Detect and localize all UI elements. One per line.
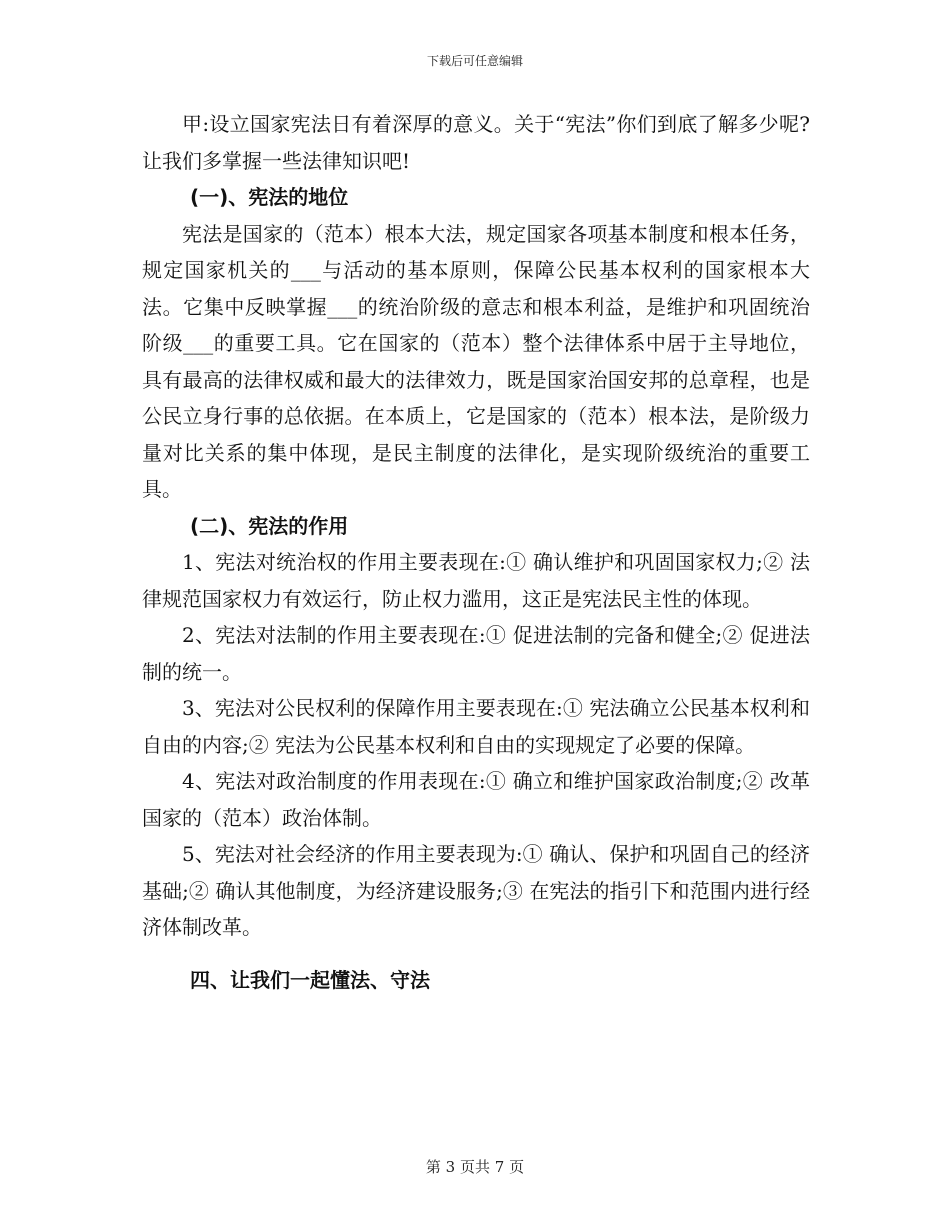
section-heading-role: (二)、宪法的作用 [190, 513, 349, 538]
role-item-2: 2、宪法对法制的作用主要表现在:① 促进法制的完备和健全;② 促进法制的统一。 [142, 623, 810, 684]
status-paragraph: 宪法是国家的（范本）根本大法，规定国家各项基本制度和根本任务，规定国家机关的___与活动的基本原则，保障公民基本权利的国家根本大法。它集中反映掌握___的统治阶级的意志和根本利益，是维护和巩固统治阶级___的重要工具。它在国家的（范本）整个法律体系中居于主导地位，具有最高的法律权威和最大的法律效力，既是国家治国安邦的总章程，也是公民立身行事的总依据。在本质上，它是国家的（范本）根本法，是阶级力量对比关系的集中体现，是民主制度的法律化，是实现阶级统治的重要工具。 [142, 221, 810, 501]
intro-paragraph: 甲:设立国家宪法日有着深厚的意义。关于“宪法”你们到底了解多少呢?让我们多掌握一些法律知识吧! [142, 112, 810, 173]
section-heading-status: (一)、宪法的地位 [190, 185, 349, 209]
role-item-1: 1、宪法对统治权的作用主要表现在:① 确认维护和巩固国家权力;② 法律规范国家权力有效运行，防止权力滥用，这正是宪法民主性的体现。 [142, 550, 810, 611]
role-item-4: 4、宪法对政治制度的作用表现在:① 确立和维护国家政治制度;② 改革国家的（范本）政治体制。 [142, 769, 810, 830]
role-item-5: 5、宪法对社会经济的作用主要表现为:① 确认、保护和巩固自己的经济基础;② 确认其他制度，为经济建设服务;③ 在宪法的指引下和范围内进行经济体制改革。 [142, 842, 810, 939]
section-heading-four: 四、让我们一起懂法、守法 [190, 967, 430, 992]
role-item-3: 3、宪法对公民权利的保障作用主要表现在:① 宪法确立公民基本权利和自由的内容;② 宪法为公民基本权利和自由的实现规定了必要的保障。 [142, 696, 810, 757]
document-body [142, 106, 810, 998]
page-number: 第 3 页共 7 页 [425, 1158, 525, 1176]
page-header: 下载后可任意编辑 [426, 54, 523, 68]
